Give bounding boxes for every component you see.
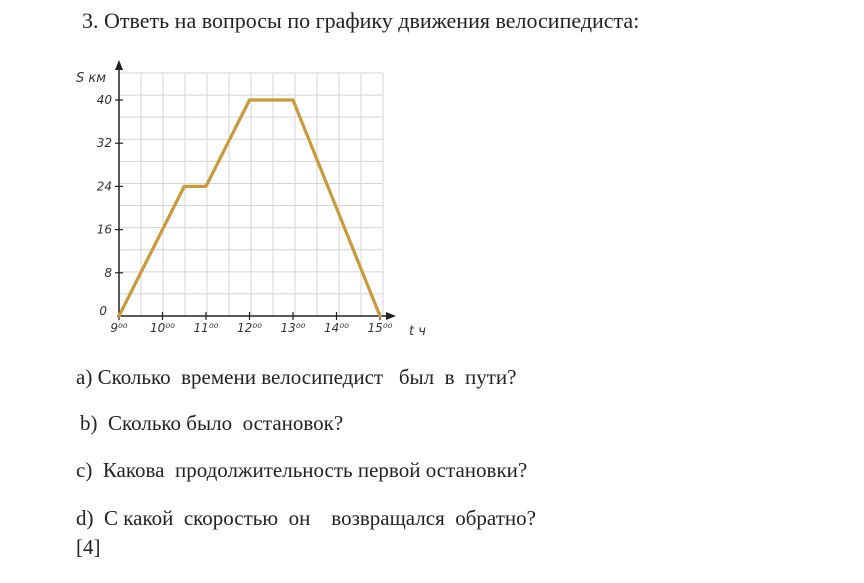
x-axis-arrow — [386, 312, 396, 320]
x-tick-label: 9⁰⁰ — [110, 321, 128, 335]
x-tick-label: 11⁰⁰ — [193, 321, 219, 335]
question-c: c) Какова продолжительность первой остановки? — [76, 458, 528, 482]
y-tick-label: 40 — [96, 93, 112, 107]
points-label: [4] — [76, 535, 101, 559]
y-tick-label: 8 — [104, 265, 112, 280]
x-tick-label: 10⁰⁰ — [150, 321, 175, 335]
question-d: d) С какой скоростью он возвращался обратно? — [76, 506, 536, 530]
origin-label: 0 — [99, 304, 107, 318]
question-a: a) Сколько времени велосипедист был в пути? — [76, 365, 517, 389]
x-axis-label: t ч — [409, 324, 426, 339]
y-tick-label: 32 — [96, 136, 112, 151]
x-tick-label: 13⁰⁰ — [280, 321, 306, 335]
x-tick-label: 15⁰⁰ — [367, 321, 393, 335]
x-tick-label: 14⁰⁰ — [324, 321, 349, 335]
chart-series — [119, 100, 380, 316]
y-tick-label: 24 — [96, 179, 112, 194]
series-line-cyclist — [119, 100, 380, 316]
y-axis-arrow — [115, 60, 123, 70]
x-tick-label: 12⁰⁰ — [237, 321, 262, 335]
y-tick-label: 16 — [96, 222, 112, 237]
question-b: b) Сколько было остановок? — [80, 411, 344, 435]
chart-grid — [119, 73, 383, 316]
task-title: 3. Ответь на вопросы по графику движения велосипедиста: — [82, 8, 640, 33]
chart-ticks — [115, 100, 380, 320]
y-axis-label: S км — [76, 71, 107, 86]
